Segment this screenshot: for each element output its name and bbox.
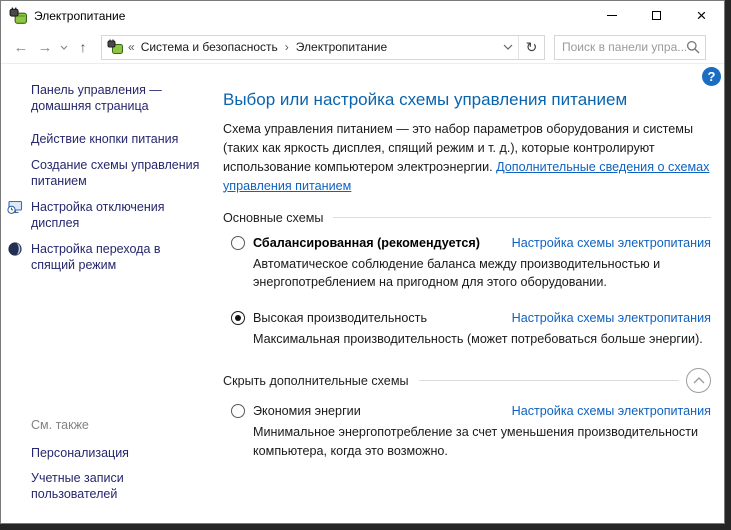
search-box — [554, 35, 706, 60]
up-arrow-icon: ↑ — [79, 39, 87, 55]
sidebar-item-label: Учетные записи пользователей — [31, 471, 124, 501]
section-header-label: Основные схемы — [223, 210, 324, 225]
section-header-preferred-plans — [223, 211, 711, 225]
close-icon: × — [696, 6, 707, 25]
window-content — [1, 64, 724, 523]
sidebar-icon-spacer — [7, 131, 31, 147]
intro-text: Схема управления питанием — это набор параметров оборудования и системы (таких как яркость дисплея, спящий режим и т. д.), которые контролируют использование компьютером электроэнергии. — [223, 122, 694, 174]
radio-balanced[interactable] — [231, 236, 245, 250]
power-options-app-icon — [9, 7, 27, 25]
sidebar-item-label: Панель управления — домашняя страница — [31, 83, 162, 113]
up-button[interactable] — [71, 34, 95, 60]
sidebar-item-display-off-settings[interactable] — [7, 199, 223, 231]
plan-settings-link-high-performance[interactable]: Настройка схемы электропитания — [511, 311, 711, 326]
maximize-button[interactable] — [634, 1, 679, 30]
plan-description: Максимальная производительность (может потребоваться больше энергии). — [253, 332, 703, 347]
sidebar-item-create-power-plan[interactable] — [7, 157, 223, 189]
plan-settings-link-power-saver[interactable]: Настройка схемы электропитания — [511, 404, 711, 419]
sidebar-icon-spacer — [7, 157, 31, 189]
sidebar-item-label: Персонализация — [31, 446, 129, 460]
sidebar-icon-spacer — [7, 445, 31, 461]
chevron-down-icon — [503, 44, 513, 50]
sidebar-item-control-panel-home[interactable] — [7, 82, 223, 114]
chevron-down-icon — [60, 45, 68, 50]
plan-description: Минимальное энергопотребление за счет уменьшения производительности компьютера, когда это возможно. — [253, 425, 699, 459]
collapse-additional-plans-button[interactable] — [686, 368, 711, 393]
plan-balanced — [231, 236, 711, 293]
back-arrow-icon: ← — [13, 38, 29, 56]
help-icon: ? — [707, 69, 716, 84]
display-clock-icon — [7, 199, 31, 231]
sidebar-item-power-button-action[interactable] — [7, 131, 223, 147]
address-dropdown-button[interactable] — [498, 44, 518, 50]
power-options-app-icon — [107, 39, 123, 55]
maximize-icon — [652, 11, 661, 20]
breadcrumb-system-security[interactable]: Система и безопасность — [140, 40, 278, 54]
section-divider — [333, 217, 711, 218]
intro-paragraph — [223, 120, 711, 196]
sidebar-item-personalization[interactable] — [7, 445, 223, 461]
plan-power-saver — [231, 404, 711, 461]
sidebar-item-label: Настройка отключения дисплея — [31, 200, 165, 230]
refresh-button[interactable] — [519, 39, 544, 56]
plan-name: Сбалансированная (рекомендуется) — [253, 235, 480, 250]
recent-pages-button[interactable] — [57, 34, 71, 60]
breadcrumb-separator-icon: › — [284, 40, 289, 54]
forward-arrow-icon: → — [37, 38, 53, 56]
back-button[interactable] — [9, 34, 33, 60]
sidebar-icon-spacer — [7, 470, 31, 502]
minimize-icon — [607, 15, 617, 16]
radio-power-saver[interactable] — [231, 404, 245, 418]
plan-name: Экономия энергии — [253, 404, 361, 419]
page-title: Выбор или настройка схемы управления питанием — [223, 90, 628, 109]
sidebar-item-label: Создание схемы управления питанием — [31, 158, 200, 188]
caption-buttons — [589, 1, 724, 31]
section-header-additional-plans — [223, 368, 711, 393]
plan-settings-link-balanced[interactable]: Настройка схемы электропитания — [511, 235, 711, 250]
sidebar-item-user-accounts[interactable] — [7, 470, 223, 502]
sidebar-item-label: Действие кнопки питания — [31, 132, 179, 146]
forward-button[interactable] — [33, 34, 57, 60]
see-also-header: См. также — [31, 418, 89, 432]
minimize-button[interactable] — [589, 1, 634, 30]
navigation-bar — [1, 31, 724, 64]
section-divider — [419, 380, 679, 381]
plan-description: Автоматическое соблюдение баланса между производительностью и энергопотреблением на пригодном для этого оборудовании. — [253, 256, 661, 290]
sidebar — [1, 64, 223, 523]
close-button[interactable] — [679, 1, 724, 30]
section-header-label: Скрыть дополнительные схемы — [223, 373, 409, 388]
search-button[interactable] — [686, 40, 700, 54]
radio-high-performance[interactable] — [231, 311, 245, 325]
see-also-section — [7, 418, 223, 511]
sidebar-item-sleep-settings[interactable] — [7, 241, 223, 273]
sidebar-item-label: Настройка перехода в спящий режим — [31, 242, 161, 272]
refresh-icon: ↻ — [525, 38, 538, 55]
plan-high-performance — [231, 311, 711, 349]
window-title: Электропитание — [34, 9, 126, 23]
sleep-orb-icon — [7, 241, 31, 273]
search-icon — [686, 40, 700, 54]
help-button[interactable] — [702, 67, 721, 86]
more-info-link[interactable]: Дополнительные сведения о схемах управления питанием — [223, 159, 710, 193]
search-input[interactable] — [562, 40, 686, 54]
chevron-up-icon — [693, 377, 705, 384]
sidebar-icon-spacer — [7, 82, 31, 114]
main-content — [223, 64, 724, 523]
breadcrumb-power-options[interactable]: Электропитание — [295, 40, 388, 54]
title-bar — [1, 1, 724, 31]
address-bar[interactable] — [101, 35, 545, 60]
breadcrumb-overflow-icon[interactable]: « — [128, 40, 135, 54]
plan-name: Высокая производительность — [253, 311, 428, 326]
